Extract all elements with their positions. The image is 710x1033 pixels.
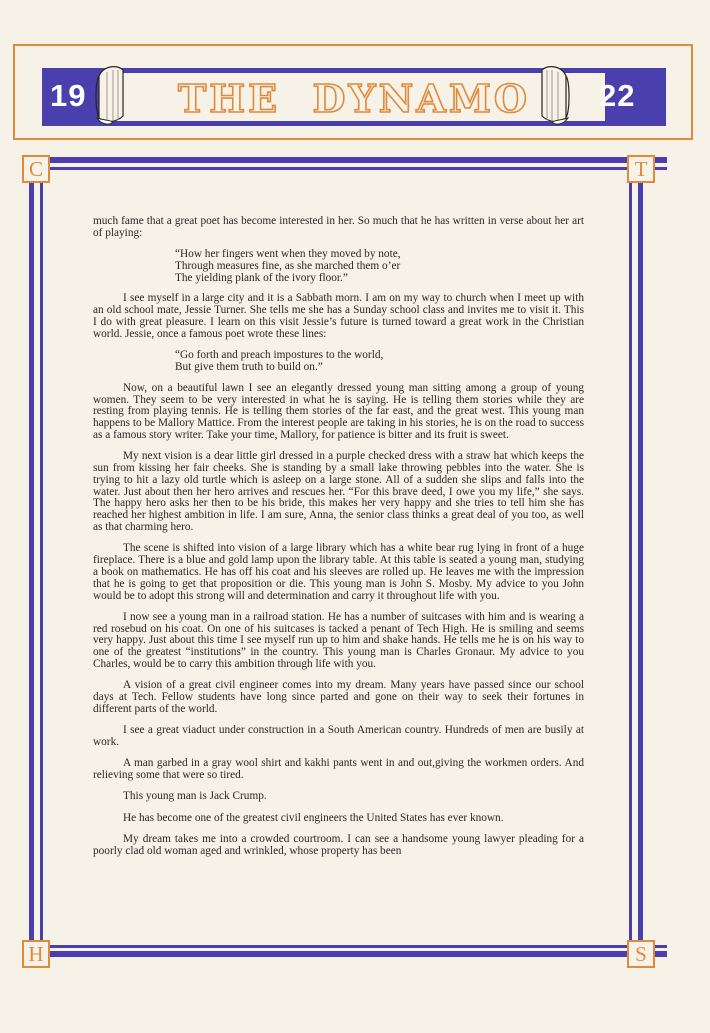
border-right-bar-inner <box>629 157 632 957</box>
paragraph: This young man is Jack Crump. <box>123 790 267 803</box>
paragraph: I see a great viaduct under construction in a South American country. Hundreds of men are busily at work. <box>93 724 584 748</box>
border-top-bar-inner <box>42 167 667 170</box>
verse-line: “Go forth and preach impostures to the world, <box>175 349 384 362</box>
border-left-bar-inner <box>40 157 43 957</box>
paragraph: My dream takes me into a crowded courtroom. I can see a handsome young lawyer pleading for a poorly clad old woman aged and wrinkled, whose property has been <box>93 832 584 857</box>
paragraph: I see myself in a large city and it is a Sabbath morn. I am on my way to church when I meet up with an old school mate, Jessie Turner. She tells me she has a Sunday school class and invites me to visit it. This I do with great pleasure. I learn on this visit Jessie’s future is turned toward a great work in the Christian world. Jessie, once a famous poet wrote these lines: <box>93 292 584 340</box>
verse-line: The yielding plank of the ivory floor.” <box>175 271 348 284</box>
border-bottom-bar-outer <box>42 951 667 957</box>
verse-quote <box>175 249 584 284</box>
verse-line: But give them truth to build on.” <box>175 360 323 373</box>
border-right-bar-outer <box>638 157 643 957</box>
paragraph: A man garbed in a gray wool shirt and kakhi pants went in and out,giving the workmen orders. And relieving some that were so tired. <box>93 757 584 782</box>
article-body <box>93 216 584 867</box>
verse-quote <box>175 350 584 374</box>
paragraph: The scene is shifted into vision of a large library which has a white bear rug lying in front of a huge fireplace. There is a blue and gold lamp upon the library table. At this table is seated a young man, studying a book on mathematics. He has off his coat and his sleeves are rolled up. He leaves me with the impression that he is going to get that proposition or die. This young man is John S. Mosby. My advice to you John would be to adopt this strong will and determination and carry it throughout life with you. <box>93 542 584 602</box>
paragraph: I now see a young man in a railroad station. He has a number of suitcases with him and is wearing a red rosebud on his coat. On one of his suitcases is tacked a penant of Tech High. He is smiling and seems very happy. Just about this time I see myself run up to him and shake hands. He tells me he is on his way to one of the greatest “institutions” in the country. This young man is Charles Gronaur. My advice to you Charles, would be to carry this ambition through life with you. <box>93 610 584 670</box>
paragraph: Now, on a beautiful lawn I see an elegantly dressed young man sitting among a group of young women. They seem to be very interested in what he is saying. He is telling them stories while they are resting from playing tennis. He is telling them stories of the far east, and the great west. This young man happens to be Mallory Mattice. From the interest people are taking in his stories, he is on the road to success as a famous story writer. Take your time, Mallory, for patience is bitter and its fruit is sweet. <box>93 381 584 441</box>
corner-letter-top-right: T <box>627 155 655 183</box>
verse-line: Through measures fine, as she marched them o’er <box>175 259 401 272</box>
verse-line: “How her fingers went when they moved by note, <box>175 248 401 261</box>
border-top-bar-outer <box>42 157 667 163</box>
corner-letter-bottom-right: S <box>627 940 655 968</box>
paragraph: A vision of a great civil engineer comes into my dream. Many years have passed since our school days at Tech. Fellow students have long since parted and gone on their way to seek their fortunes in different parts of the world. <box>93 679 584 715</box>
corner-letter-bottom-left: H <box>22 940 50 968</box>
paragraph: He has become one of the greatest civil engineers the United States has ever known. <box>123 811 504 824</box>
border-bottom-bar-inner <box>42 945 667 948</box>
publication-title: THE DYNAMO <box>177 76 531 121</box>
year-right: 22 <box>599 78 636 113</box>
paragraph: My next vision is a dear little girl dressed in a purple checked dress with a straw hat which keeps the sun from kissing her fair cheeks. She is standing by a small lake throwing pebbles into the water. She is trying to hit a lazy old turtle which is asleep on a large stone. All of a sudden she slips and falls into the water. Just about then her hero arrives and rescues her. “For this brave deed, I owe you my life,” she says. The happy hero asks her then to be his bride, this makes her very happy and she tries to tell him she has reached her highest ambition in life. I am sure, Anna, the senior class thinks a great deal of you too, as well as that charming hero. <box>93 450 584 534</box>
border-left-bar-outer <box>29 157 34 957</box>
paragraph: much fame that a great poet has become interested in her. So much that he has written in verse about her art of playing: <box>93 215 584 239</box>
corner-letter-top-left: C <box>22 155 50 183</box>
year-left: 19 <box>50 78 87 113</box>
